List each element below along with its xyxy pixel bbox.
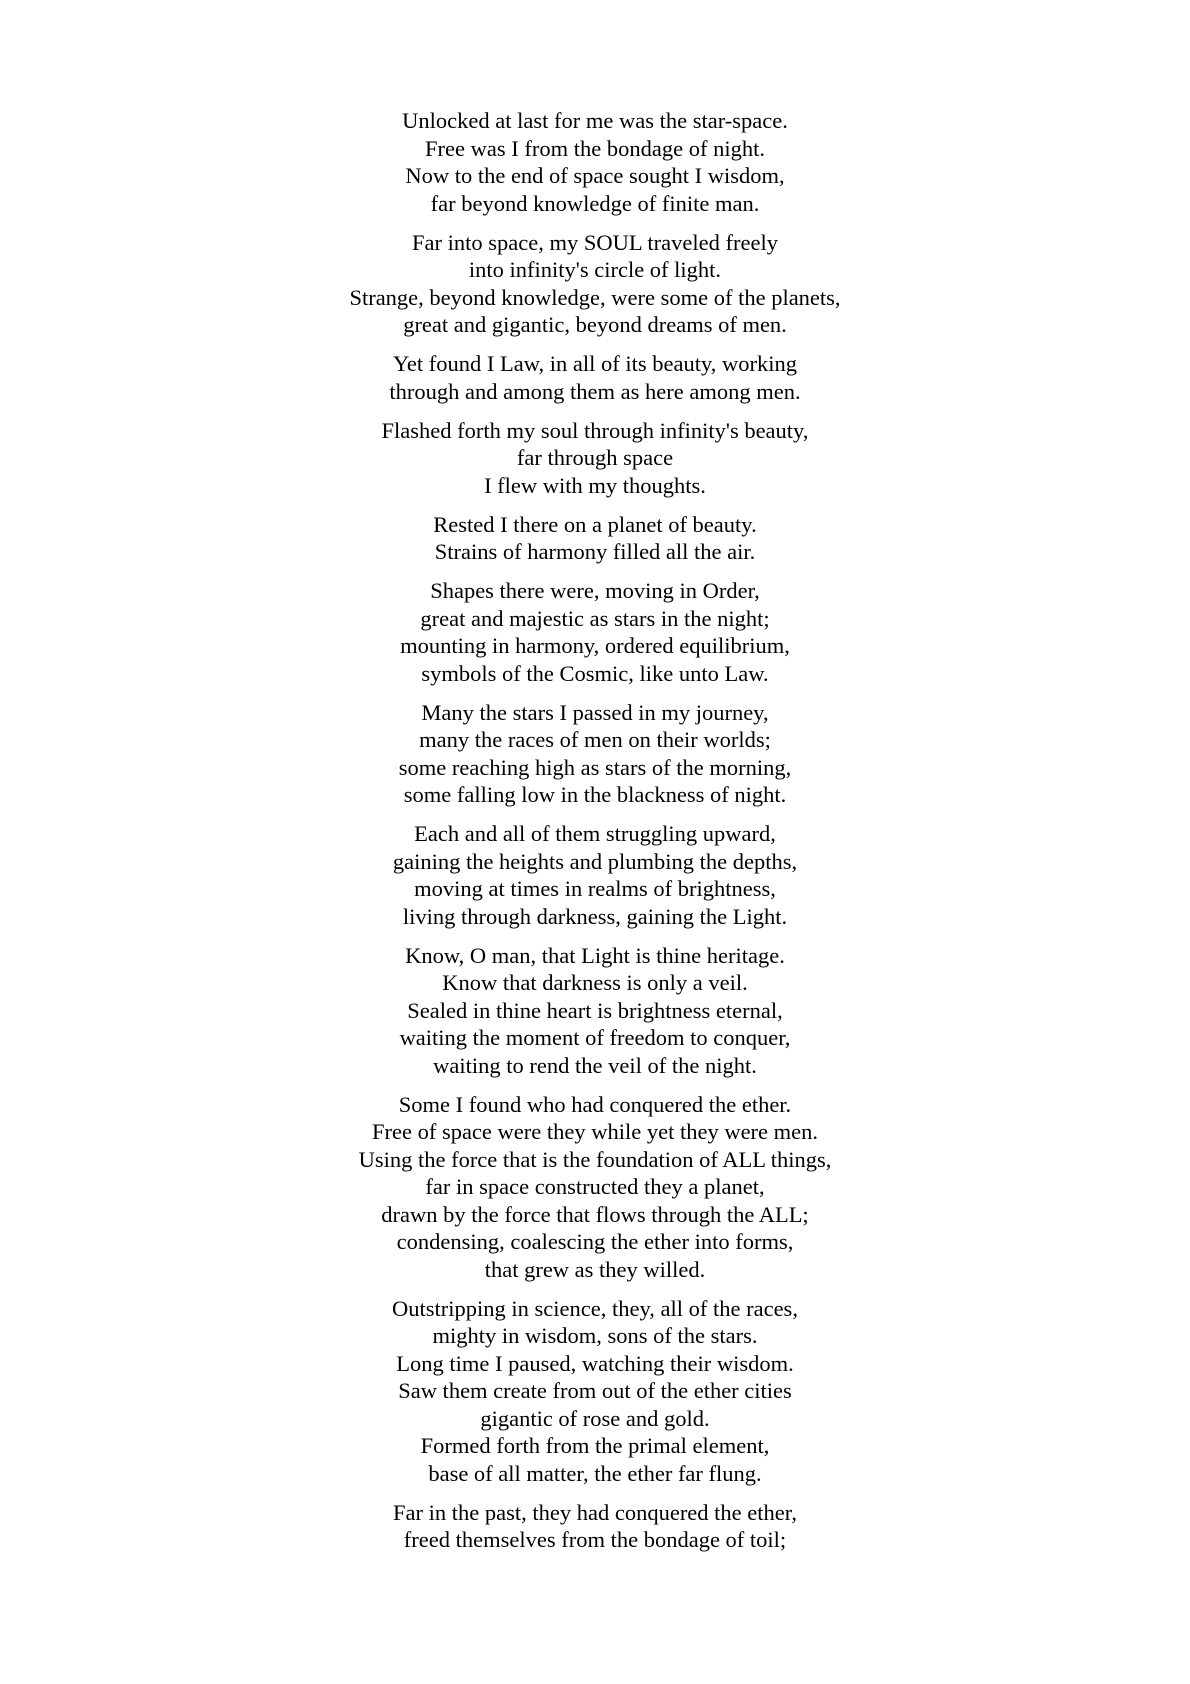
poem-line: Using the force that is the foundation of ALL things, [358,1146,832,1172]
poem-line: I flew with my thoughts. [484,472,706,498]
poem-line: Sealed in thine heart is brightness eternal, [407,997,783,1023]
poem-line: far through space [516,445,674,470]
poem-line: condensing, coalescing the ether into forms, [396,1229,794,1254]
stanza [0,942,1190,1080]
poem-line: moving at times in realms of brightness, [414,876,776,901]
stanza [0,229,1190,339]
poem-line: waiting to rend the veil of the night. [433,1052,757,1078]
poem-line: base of all matter, the ether far flung. [428,1460,762,1486]
poem-line: drawn by the force that flows through the ALL; [381,1201,809,1227]
poem-line: far in space constructed they a planet, [425,1174,765,1199]
poem-line: Outstripping in science, they, all of the races, [392,1295,798,1321]
stanza [0,417,1190,500]
stanza [0,511,1190,566]
poem-line: through and among them as here among men. [389,378,801,404]
poem-line: Far into space, my SOUL traveled freely [412,229,778,255]
poem-line: mighty in wisdom, sons of the stars. [432,1323,758,1348]
poem-line: great and majestic as stars in the night; [420,605,770,631]
poem-line: freed themselves from the bondage of toil; [403,1527,787,1552]
stanza [0,1499,1190,1554]
poem-line: waiting the moment of freedom to conquer, [399,1025,791,1050]
poem-line: Each and all of them struggling upward, [414,821,776,846]
poem-line: many the races of men on their worlds; [419,727,771,752]
stanza [0,699,1190,809]
poem-line: gigantic of rose and gold. [480,1405,710,1431]
poem-line: Now to the end of space sought I wisdom, [405,163,785,188]
poem-line: Formed forth from the primal element, [420,1433,770,1458]
stanza [0,107,1190,217]
poem-line: far beyond knowledge of finite man. [430,190,760,216]
poem-line: living through darkness, gaining the Light. [402,903,788,929]
poem-line: Unlocked at last for me was the star-space. [402,108,788,133]
poem-line: some reaching high as stars of the morning, [398,754,792,780]
poem-line: Strains of harmony filled all the air. [434,539,756,564]
poem-line: Long time I paused, watching their wisdom. [396,1350,794,1376]
poem-line: Free of space were they while yet they were men. [371,1119,819,1144]
poem-line: Saw them create from out of the ether cities [398,1378,792,1403]
stanza [0,350,1190,405]
poem-line: Many the stars I passed in my journey, [421,699,769,725]
poem-line: Far in the past, they had conquered the ether, [393,1499,797,1525]
poem-line: into infinity's circle of light. [468,257,722,282]
poem-page [0,107,1190,1565]
poem-line: Shapes there were, moving in Order, [430,578,760,603]
poem-line: Some I found who had conquered the ether. [398,1091,792,1117]
poem-line: gaining the heights and plumbing the depths, [392,848,798,874]
poem-line: Rested I there on a planet of beauty. [433,511,757,537]
poem-line: some falling low in the blackness of night. [403,782,787,807]
poem-line: Strange, beyond knowledge, were some of the planets, [349,284,841,310]
poem-line: symbols of the Cosmic, like unto Law. [421,660,769,686]
poem-line: that grew as they willed. [484,1256,706,1282]
poem-line: Free was I from the bondage of night. [425,135,765,161]
poem-line: Flashed forth my soul through infinity's beauty, [381,417,809,443]
stanza [0,1295,1190,1488]
poem-line: great and gigantic, beyond dreams of men. [403,312,787,337]
stanza [0,1091,1190,1284]
poem-line: Know, O man, that Light is thine heritage. [405,942,785,968]
poem-line: Yet found I Law, in all of its beauty, working [392,351,798,376]
poem-line: mounting in harmony, ordered equilibrium, [400,633,790,658]
stanza [0,577,1190,687]
stanza [0,820,1190,930]
poem-line: Know that darkness is only a veil. [442,970,748,995]
